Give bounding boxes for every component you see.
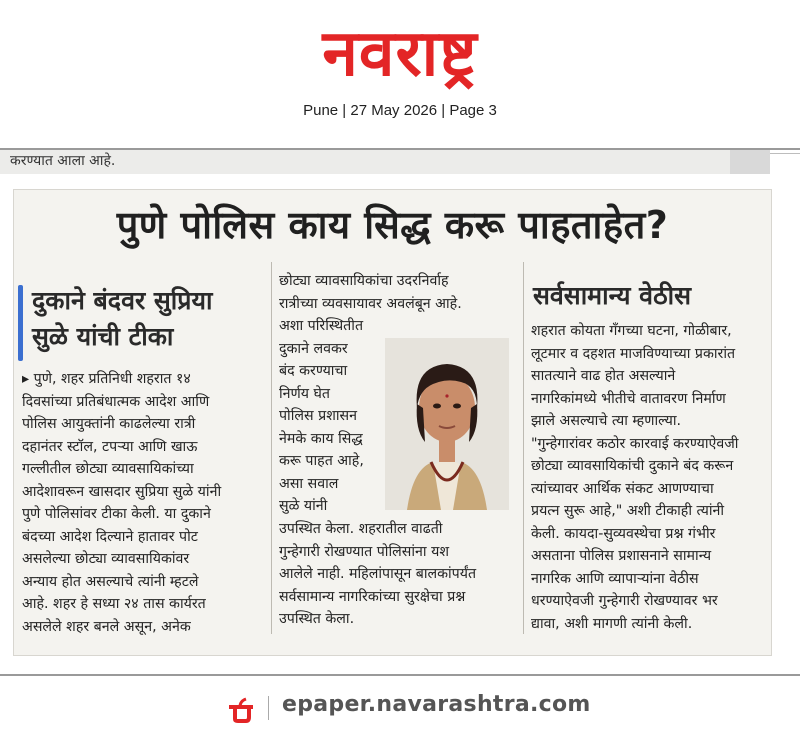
text-line: गल्लीतील छोट्या व्यावसायिकांच्या bbox=[22, 461, 194, 477]
middle-column-wrap bbox=[279, 315, 381, 518]
right-column-body bbox=[531, 320, 767, 635]
text-line: असलेल्या छोट्या व्यावसायिकांवर bbox=[22, 551, 190, 567]
text-line: छोट्या व्यावसायिकांची दुकाने बंद करून bbox=[531, 458, 734, 474]
text-line: पोलिस आयुक्तांनी काढलेल्या रात्री bbox=[22, 416, 196, 432]
text-line: झाले असल्याचे त्या म्हणाल्या. bbox=[531, 413, 682, 429]
text-line: निर्णय घेत bbox=[279, 385, 331, 402]
text-line: द्यावा, अशी मागणी त्यांनी केली. bbox=[531, 615, 693, 632]
text-line: आहे. शहर हे सध्या २४ तास कार्यरत bbox=[22, 596, 206, 612]
text-line: रात्रीच्या व्यवसायावर अवलंबून आहे. bbox=[279, 295, 462, 312]
text-line: नागरिक आणि व्यापाऱ्यांना वेठीस bbox=[531, 570, 699, 587]
text-line: नेमके काय सिद्ध bbox=[279, 430, 363, 447]
left-column-body bbox=[22, 368, 264, 638]
text-line: लूटमार व दहशत माजविण्याच्या प्रकारांत bbox=[531, 345, 736, 362]
text-line: दिवसांच्या प्रतिबंधात्मक आदेश आणि bbox=[22, 393, 210, 410]
text-line: प्रयत्न सुरू आहे," अशी टीकाही त्यांनी bbox=[531, 503, 725, 519]
text-line: दुकाने लवकर bbox=[279, 340, 348, 357]
text-line: शहरात कोयता गँगच्या घटना, गोळीबार, bbox=[531, 323, 732, 339]
left-subhead-line-1: दुकाने बंदवर सुप्रिया bbox=[32, 286, 213, 315]
masthead bbox=[0, 0, 800, 150]
text-line: "गुन्हेगारांवर कठोर कारवाई करण्याऐवजी bbox=[531, 435, 739, 452]
article-headline: पुणे पोलिस काय सिद्ध करू पाहताहेत? bbox=[116, 203, 669, 247]
text-line: अन्याय होत असल्याचे त्यांनी म्हटले bbox=[22, 573, 199, 590]
text-line: सर्वसामान्य नागरिकांच्या सुरक्षेचा प्रश्न bbox=[279, 588, 466, 605]
portrait-photo bbox=[385, 338, 509, 510]
footer bbox=[0, 690, 800, 726]
text-line: ▸ पुणे, शहर प्रतिनिधी शहरात १४ bbox=[22, 371, 191, 387]
text-line: बंदच्या आदेश दिल्याने हातावर पोट bbox=[22, 528, 198, 545]
text-line: पोलिस प्रशासन bbox=[279, 408, 357, 424]
text-line: असा सवाल bbox=[279, 475, 339, 492]
middle-column-top bbox=[279, 270, 515, 315]
text-line: नागरिकांमध्ये भीतीचे वातावरण निर्माण bbox=[531, 390, 726, 407]
text-line: उपस्थित केला. शहरातील वाढती bbox=[279, 521, 443, 537]
text-line: बंद करण्याचा bbox=[279, 363, 348, 379]
fragment-edge bbox=[730, 150, 770, 174]
navarashtra-logo-icon bbox=[226, 693, 256, 723]
text-line: पुणे पोलिसांवर टीका केली. या दुकाने bbox=[22, 506, 211, 522]
text-line: उपस्थित केला. bbox=[279, 611, 355, 627]
text-line: दहानंतर स्टॉल, टपऱ्या आणि खाऊ bbox=[22, 438, 198, 455]
newspaper-logo: नवराष्ट्र bbox=[322, 17, 478, 91]
text-line: सातत्याने वाढ होत असल्याने bbox=[531, 368, 676, 384]
footer-rule bbox=[0, 674, 800, 676]
text-line: आलेले नाही. महिलांपासून बालकांपर्यंत bbox=[279, 566, 477, 582]
text-line: धरण्याऐवजी गुन्हेगारी रोखण्यावर भर bbox=[531, 593, 718, 609]
text-line: छोट्या व्यावसायिकांचा उदरनिर्वाह bbox=[279, 273, 449, 289]
text-line: गुन्हेगारी रोखण्यात पोलिसांना यश bbox=[279, 543, 449, 560]
edition-line: Pune | 27 May 2026 | Page 3 bbox=[303, 102, 497, 119]
text-line: अशा परिस्थितीत bbox=[279, 318, 364, 334]
subhead-accent-bar bbox=[18, 285, 23, 361]
epaper-link[interactable]: epaper.navarashtra.com bbox=[282, 692, 591, 717]
column-divider-1 bbox=[271, 262, 272, 634]
left-subhead bbox=[32, 283, 272, 355]
text-line: केली. कायदा-सुव्यवस्थेचा प्रश्न गंभीर bbox=[531, 525, 716, 542]
text-line: त्यांच्यावर आर्थिक संकट आणण्याचा bbox=[531, 480, 714, 497]
footer-divider bbox=[268, 696, 269, 720]
woman-portrait-icon bbox=[385, 338, 509, 510]
text-line: असलेले शहर बनले असून, अनेक bbox=[22, 618, 191, 635]
middle-column-bottom bbox=[279, 518, 515, 631]
column-divider-2 bbox=[523, 262, 524, 634]
text-line: सुळे यांनी bbox=[279, 498, 328, 514]
text-line: करू पाहत आहे, bbox=[279, 453, 364, 469]
fragment-text: करण्यात आला आहे. bbox=[10, 153, 116, 169]
previous-article-fragment bbox=[0, 150, 770, 174]
right-subhead: सर्वसामान्य वेठीस bbox=[533, 281, 691, 310]
left-subhead-line-2: सुळे यांची टीका bbox=[32, 322, 174, 351]
text-line: आदेशावरून खासदार सुप्रिया सुळे यांनी bbox=[22, 483, 222, 500]
text-line: असताना पोलिस प्रशासनाने सामान्य bbox=[531, 548, 712, 564]
